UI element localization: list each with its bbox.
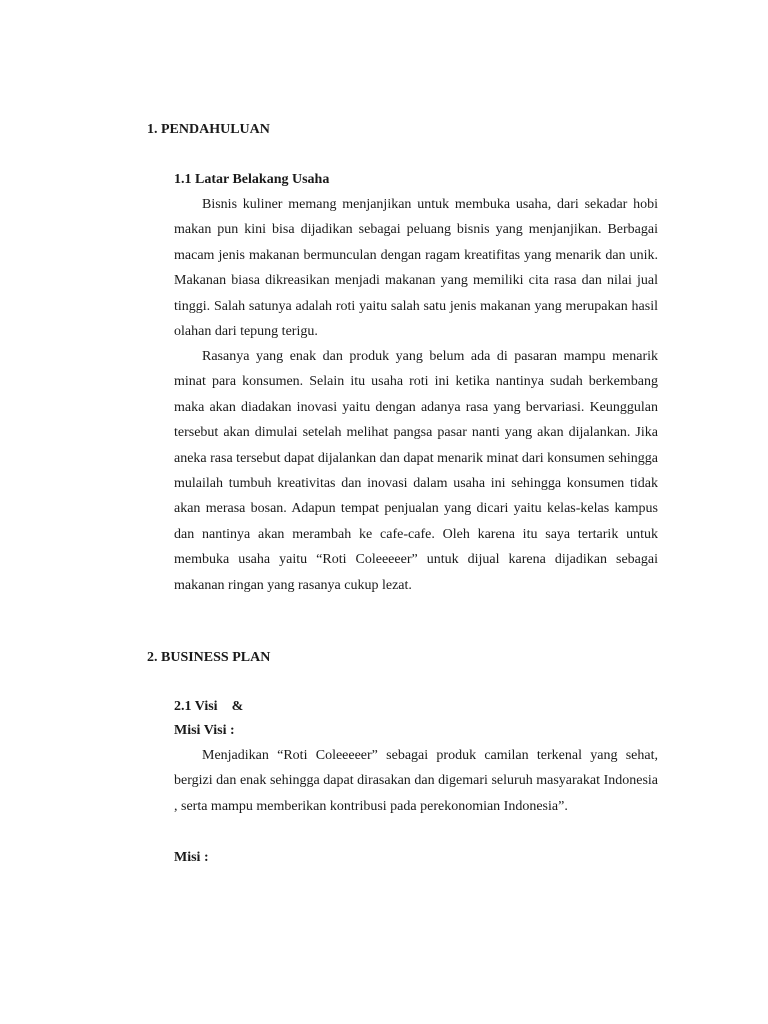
section-2-heading: 2. BUSINESS PLAN — [147, 650, 271, 665]
misi-label: Misi : — [174, 850, 209, 865]
visi-label: Misi Visi : — [174, 723, 235, 738]
paragraph-latar-belakang-2: Rasanya yang enak dan produk yang belum ada di pasaran mampu menarik minat para konsumen. Selain itu usaha roti ini ketika nantinya sudah berkembang maka akan diadakan inovasi yaitu dengan adanya rasa yang bervariasi. Keunggulan tersebut akan dimulai setelah melihat pangsa pasar nanti yang akan dijalankan. Jika aneka rasa tersebut dapat dijalankan dan dapat menarik minat dari konsumen sehingga mulailah tumbuh kreativitas dan inovasi dalam usaha ini sehingga konsumen tidak akan merasa bosan. Adapun tempat penjualan yang dicari yaitu kelas-kelas kampus dan nantinya akan merambah ke cafe-cafe. Oleh karena itu saya tertarik untuk membuka usaha yaitu “Roti Coleeeeer” untuk dijual karena dijadikan sebagai makanan ringan yang rasanya cukup lezat. — [174, 349, 658, 593]
section-1-heading: 1. PENDAHULUAN — [147, 122, 270, 137]
paragraph-visi: Menjadikan “Roti Coleeeeer” sebagai produk camilan terkenal yang sehat, bergizi dan enak sehingga dapat dirasakan dan digemari seluruh masyarakat Indonesia , serta mampu memberikan kontribusi pada perekonomian Indonesia”. — [174, 748, 658, 814]
subsection-2-1-heading: 2.1 Visi & — [174, 699, 244, 714]
paragraph-latar-belakang-1: Bisnis kuliner memang menjanjikan untuk membuka usaha, dari sekadar hobi makan pun kini bisa dijadikan sebagai peluang bisnis yang menjanjikan. Berbagai macam jenis makanan bermunculan dengan ragam kreatifitas yang menarik dan unik. Makanan biasa dikreasikan menjadi makanan yang memiliki cita rasa dan nilai jual tinggi. Salah satunya adalah roti yaitu salah satu jenis makanan yang merupakan hasil olahan dari tepung terigu. — [174, 197, 658, 340]
subsection-1-1-heading: 1.1 Latar Belakang Usaha — [174, 172, 330, 187]
